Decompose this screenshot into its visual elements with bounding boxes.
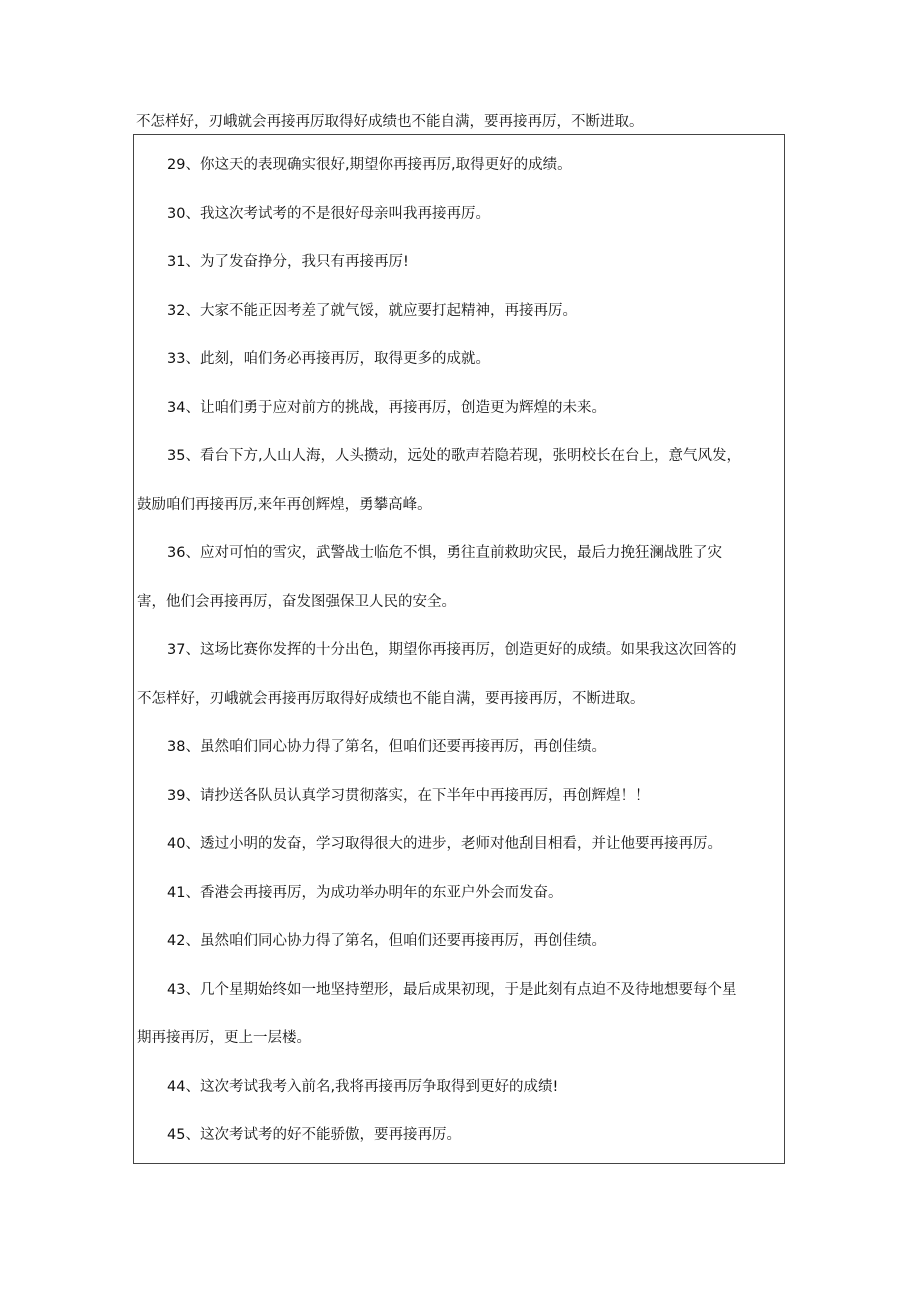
list-item <box>137 978 781 1051</box>
list-item-line: 37、这场比赛你发挥的十分出色，期望你再接再厉，创造更好的成绩。如果我这次回答的 <box>167 642 737 658</box>
list-item <box>137 832 781 857</box>
list-item <box>137 638 781 711</box>
list-item <box>137 299 781 324</box>
list-item <box>137 1123 781 1148</box>
list-item-line: 29、你这天的表现确实很好,期望你再接再厉,取得更好的成绩。 <box>167 157 572 173</box>
list-item-line: 36、应对可怕的雪灾，武警战士临危不惧，勇往直前救助灾民，最后力挽狂澜战胜了灾 <box>167 545 722 561</box>
list-item-line: 32、大家不能正因考差了就气馁，就应要打起精神，再接再厉。 <box>167 302 577 319</box>
list-item-line: 不怎样好，刃峨就会再接再厉取得好成绩也不能自满，要再接再厉，不断进取。 <box>137 690 645 707</box>
list-item <box>137 881 781 906</box>
list-item <box>137 396 781 421</box>
list-item <box>137 202 781 227</box>
list-item-line: 鼓励咱们再接再厉,来年再创辉煌，勇攀高峰。 <box>137 496 432 513</box>
list-item-line: 43、几个星期始终如一地坚持塑形，最后成果初现，于是此刻有点迫不及待地想要每个星 <box>167 981 737 998</box>
list-item-line: 30、我这次考试考的不是很好母亲叫我再接再厉。 <box>167 205 490 222</box>
list-item-line: 35、看台下方,人山人海，人头攒动，远处的歌声若隐若现，张明校长在台上，意气风发， <box>167 448 742 464</box>
list-item <box>137 153 781 178</box>
list-item <box>137 250 781 275</box>
list-item <box>137 541 781 614</box>
list-item <box>137 347 781 372</box>
list-item <box>137 929 781 954</box>
item-list <box>137 153 781 1172</box>
list-item-line: 害，他们会再接再厉，奋发图强保卫人民的安全。 <box>137 593 456 610</box>
list-item-line: 33、此刻，咱们务必再接再厉，取得更多的成就。 <box>167 351 490 367</box>
list-item <box>137 444 781 517</box>
list-item-line: 39、请抄送各队员认真学习贯彻落实，在下半年中再接再厉，再创辉煌！！ <box>167 787 650 804</box>
list-item-line: 38、虽然咱们同心协力得了第名，但咱们还要再接再厉，再创佳绩。 <box>167 739 606 755</box>
continued-text-line: 不怎样好，刃峨就会再接再厉取得好成绩也不能自满，要再接再厉，不断进取。 <box>136 114 644 130</box>
list-item <box>137 1075 781 1100</box>
list-item-line: 期再接再厉，更上一层楼。 <box>137 1030 311 1046</box>
list-item-line: 45、这次考试考的好不能骄傲，要再接再厉。 <box>167 1127 461 1143</box>
list-item-line: 41、香港会再接再厉，为成功举办明年的东亚户外会而发奋。 <box>167 884 563 901</box>
list-item <box>137 784 781 809</box>
list-item-line: 31、为了发奋挣分，我只有再接再厉! <box>167 254 409 270</box>
content-box <box>133 134 785 1164</box>
list-item-line: 42、虽然咱们同心协力得了第名，但咱们还要再接再厉，再创佳绩。 <box>167 933 606 949</box>
list-item-line: 34、让咱们勇于应对前方的挑战，再接再厉，创造更为辉煌的未来。 <box>167 399 606 416</box>
list-item-line: 44、这次考试我考入前名,我将再接再厉争取得到更好的成绩! <box>167 1078 559 1095</box>
list-item <box>137 735 781 760</box>
list-item-line: 40、透过小明的发奋，学习取得很大的进步，老师对他刮目相看，并让他要再接再厉。 <box>167 836 722 852</box>
